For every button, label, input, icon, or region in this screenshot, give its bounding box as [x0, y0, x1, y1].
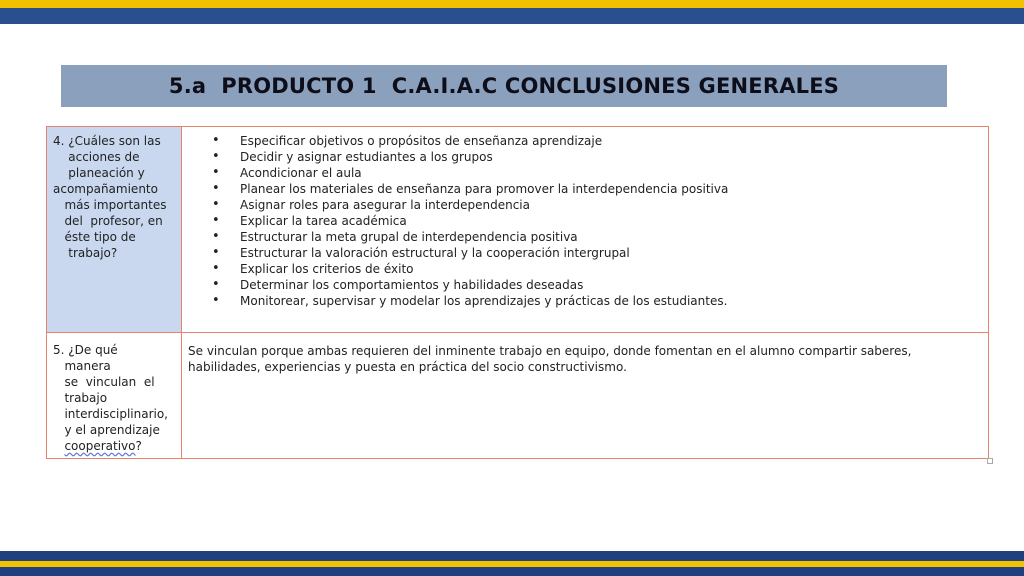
list-item: • Monitorear, supervisar y modelar los aprendizajes y prácticas de los estudiantes. [212, 293, 982, 309]
question-4-line: del profesor, en [53, 214, 163, 228]
page-title: 5.a PRODUCTO 1 C.A.I.A.C CONCLUSIONES GENERALES [168, 74, 840, 98]
question-4-line: acciones de [53, 150, 140, 164]
actions-list [188, 133, 982, 309]
conclusions-table [46, 126, 989, 459]
answer-text: Se vinculan porque ambas requieren del inminente trabajo en equipo, donde fomentan en el alumno compartir saberes, habilidades, experiencias y puesta en práctica del socio constructivismo. [188, 344, 912, 374]
question-mark: ? [135, 439, 142, 453]
table-row-question-5 [47, 333, 988, 458]
question-5-line: interdisciplinario, [53, 407, 168, 421]
list-item: • Explicar la tarea académica [212, 213, 982, 229]
top-yellow-stripe [0, 0, 1024, 8]
list-item: • Planear los materiales de enseñanza para promover la interdependencia positiva [212, 181, 982, 197]
question-4-line: acompañamiento [53, 182, 158, 196]
list-item: • Asignar roles para asegurar la interdependencia [212, 197, 982, 213]
list-item: • Estructurar la valoración estructural y la cooperación intergrupal [212, 245, 982, 261]
question-cell-5 [47, 333, 182, 458]
question-cell-4 [47, 127, 182, 332]
list-item: • Estructurar la meta grupal de interdependencia positiva [212, 229, 982, 245]
bottom-blue-stripe [0, 551, 1024, 561]
question-5-line: trabajo [53, 391, 108, 405]
list-item: • Especificar objetivos o propósitos de enseñanza aprendizaje [212, 133, 982, 149]
question-4-line: 4. ¿Cuáles son las [53, 134, 161, 148]
list-item: • Determinar los comportamientos y habilidades deseadas [212, 277, 982, 293]
question-5-line: y el aprendizaje [53, 423, 160, 437]
answer-cell-5 [182, 333, 988, 458]
list-item: • Acondicionar el aula [212, 165, 982, 181]
question-4-line: planeación y [53, 166, 145, 180]
question-5-line: 5. ¿De qué [53, 343, 118, 357]
title-banner [61, 65, 947, 107]
question-4-line: más importantes [53, 198, 167, 212]
question-4-line: trabajo? [53, 246, 118, 260]
answer-cell-4 [182, 127, 988, 332]
question-5-line: manera [53, 359, 111, 373]
list-item: • Explicar los criterios de éxito [212, 261, 982, 277]
top-blue-stripe [0, 8, 1024, 24]
spellcheck-underlined-word: cooperativo [64, 439, 136, 453]
question-5-last-line [53, 438, 177, 454]
question-5-line: se vinculan el [53, 375, 155, 389]
table-resize-handle[interactable] [987, 458, 993, 464]
bottom-blue-stripe-lower [0, 567, 1024, 576]
question-4-line: éste tipo de [53, 230, 136, 244]
list-item: • Decidir y asignar estudiantes a los grupos [212, 149, 982, 165]
table-row-question-4 [47, 127, 988, 333]
